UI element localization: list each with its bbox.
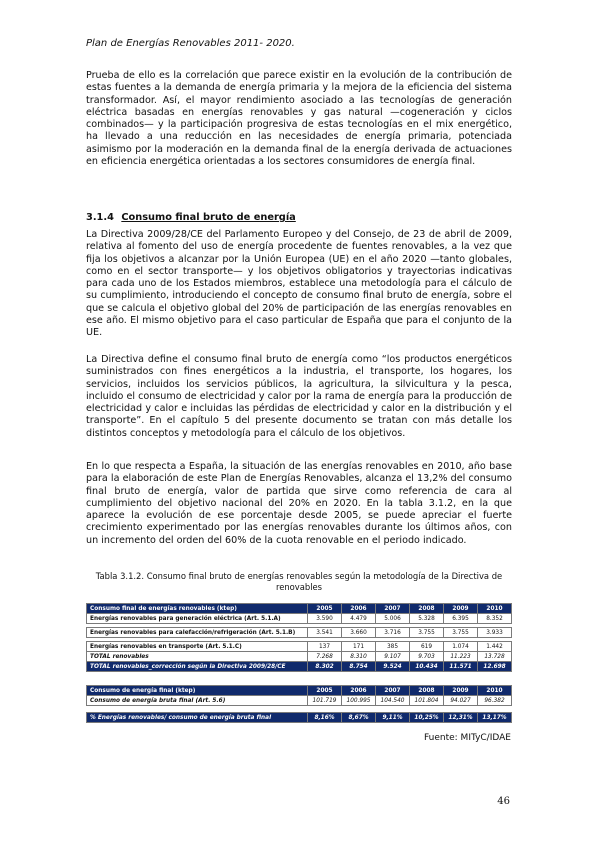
table-row-percentage	[87, 713, 512, 723]
table-cell: 137	[308, 642, 342, 652]
table-cell: 104.540	[376, 696, 410, 706]
table-header-cell: 2005	[308, 686, 342, 696]
table-cell: 12.698	[478, 662, 512, 672]
table-header-cell: 2009	[444, 686, 478, 696]
table-cell: 8.352	[478, 614, 512, 624]
table-caption: Tabla 3.1.2. Consumo final bruto de energías renovables según la metodología de la Directiva de renovables	[95, 571, 503, 592]
table-source: Fuente: MITyC/IDAE	[423, 733, 511, 743]
table-header-cell: 2005	[308, 604, 342, 614]
table-cell: 8.754	[342, 662, 376, 672]
table-cell: 4.479	[342, 614, 376, 624]
table-cell: 385	[376, 642, 410, 652]
table-cell: Energías renovables en transporte (Art. 5.1.C)	[87, 642, 308, 652]
table-cell: 5.328	[410, 614, 444, 624]
table-cell: 3.541	[308, 628, 342, 638]
table-cell: 8,67%	[342, 713, 376, 723]
table-header-cell: Consumo final de energías renovables (ktep)	[87, 604, 308, 614]
table-cell: 9.524	[376, 662, 410, 672]
table-cell: 9.107	[376, 652, 410, 662]
table-cell: 10,25%	[410, 713, 444, 723]
table-cell: 13,17%	[478, 713, 512, 723]
table-cell: 619	[410, 642, 444, 652]
table-cell: Consumo de energía bruta final (Art. 5.6)	[87, 696, 308, 706]
section-heading	[86, 212, 296, 223]
table-cell: 101.719	[308, 696, 342, 706]
table-cell: Energías renovables para generación eléctrica (Art. 5.1.A)	[87, 614, 308, 624]
table-header-row	[87, 686, 512, 696]
table-cell: 6.395	[444, 614, 478, 624]
table-row-total-corrected	[87, 662, 512, 672]
final-energy-table	[86, 685, 512, 723]
table-cell: 11.571	[444, 662, 478, 672]
table-cell: 1.442	[478, 642, 512, 652]
table-cell: 171	[342, 642, 376, 652]
table-cell: 13.728	[478, 652, 512, 662]
table-cell: TOTAL renovables_corrección según la Directiva 2009/28/CE	[87, 662, 308, 672]
table-cell: 94.027	[444, 696, 478, 706]
table-cell: Energías renovables para calefacción/refrigeración (Art. 5.1.B)	[87, 628, 308, 638]
table-header-cell: 2008	[410, 604, 444, 614]
table-cell: 12,31%	[444, 713, 478, 723]
table-header-cell: 2010	[478, 686, 512, 696]
table-header-cell: 2007	[376, 604, 410, 614]
table-cell: 3.933	[478, 628, 512, 638]
table-header-cell: Consumo de energía final (ktep)	[87, 686, 308, 696]
table-cell: 8,16%	[308, 713, 342, 723]
table-cell: % Energías renovables/ consumo de energía bruta final	[87, 713, 308, 723]
table-cell: 1.074	[444, 642, 478, 652]
paragraph-4: En lo que respecta a España, la situación de las energías renovables en 2010, año base para la elaboración de este Plan de Energías Renovables, alcanza el 13,2% del consumo final bruto de energía, valor de partida que sirve como referencia de cara al cumplimiento del objetivo nacional del 20% en 2020. En la tabla 3.1.2, en la que aparece la evolución de ese porcentaje desde 2005, se puede apreciar el fuerte crecimiento experimentado por las energías renovables durante los últimos años, con un incremento del orden del 60% de la cuota renovable en el periodo indicado.	[86, 461, 512, 546]
renewables-table	[86, 603, 512, 672]
table-cell: 9.703	[410, 652, 444, 662]
table-header-cell: 2006	[342, 604, 376, 614]
paragraph-3: La Directiva define el consumo final bruto de energía como “los productos energéticos suministrados con fines energéticos a la industria, el transporte, los hogares, los servicios, incluidos los servicios públicos, la agricultura, la silvicultura y la pesca, incluido el consumo de electricidad y calor por la rama de energía para la producción de electricidad y calor e incluidas las pérdidas de electricidad y calor en la distribución y el transporte”. En el capítulo 5 del presente documento se tratan con más detalle los distintos conceptos y metodología para el cálculo de los objetivos.	[86, 354, 512, 439]
paragraph-2: La Directiva 2009/28/CE del Parlamento Europeo y del Consejo, de 23 de abril de 2009, relativa al fomento del uso de energía procedente de fuentes renovables, a la vez que fija los objetivos a alcanzar por la Unión Europea (UE) en el año 2020 —tanto globales, como en el sector transporte— y los objetivos obligatorios y trayectorias indicativas para cada uno de los Estados miembros, establece una metodología para el cálculo de su cumplimiento, introduciendo el concepto de consumo final bruto de energía, sobre el que se calcula el objetivo global del 20% de participación de las energías renovables en ese año. El mismo objetivo para el caso particular de España que para el conjunto de la UE.	[86, 229, 512, 339]
table-cell: 3.716	[376, 628, 410, 638]
table-header-cell: 2006	[342, 686, 376, 696]
table-header-row	[87, 604, 512, 614]
table-cell: 7.268	[308, 652, 342, 662]
table-cell: 8.302	[308, 662, 342, 672]
table-cell: 5.006	[376, 614, 410, 624]
table-cell: 3.660	[342, 628, 376, 638]
page-header: Plan de Energías Renovables 2011- 2020.	[86, 38, 295, 49]
section-number: 3.1.4	[86, 212, 114, 223]
table-cell: 3.590	[308, 614, 342, 624]
table-cell: 9,11%	[376, 713, 410, 723]
table-row	[87, 614, 512, 624]
table-cell: 10.434	[410, 662, 444, 672]
page-number: 46	[497, 796, 510, 807]
paragraph-1: Prueba de ello es la correlación que parece existir en la evolución de la contribución de estas fuentes a la demanda de energía primaria y la mejora de la eficiencia del sistema transformador. Así, el mayor rendimiento asociado a las tecnologías de generación eléctrica basadas en energías renovables y gas natural —cogeneración y ciclos combinados— y la participación progresiva de estas tecnologías en el mix energético, ha llevado a una reducción en las necesidades de energía primaria, potenciada asimismo por la moderación en la demanda final de la energía derivada de actuaciones en eficiencia energética orientadas a los sectores consumidores de energía final.	[86, 70, 512, 168]
table-header-cell: 2010	[478, 604, 512, 614]
table-cell: TOTAL renovables	[87, 652, 308, 662]
table-cell: 101.804	[410, 696, 444, 706]
table-header-cell: 2009	[444, 604, 478, 614]
section-title: Consumo final bruto de energía	[121, 212, 296, 223]
table-header-cell: 2007	[376, 686, 410, 696]
table-cell: 3.755	[444, 628, 478, 638]
table-row-total	[87, 652, 512, 662]
table-cell: 3.755	[410, 628, 444, 638]
table-row	[87, 642, 512, 652]
table-cell: 11.223	[444, 652, 478, 662]
table-cell: 8.310	[342, 652, 376, 662]
table-cell: 96.382	[478, 696, 512, 706]
table-header-cell: 2008	[410, 686, 444, 696]
table-row	[87, 696, 512, 706]
table-cell: 100.995	[342, 696, 376, 706]
table-row	[87, 628, 512, 638]
